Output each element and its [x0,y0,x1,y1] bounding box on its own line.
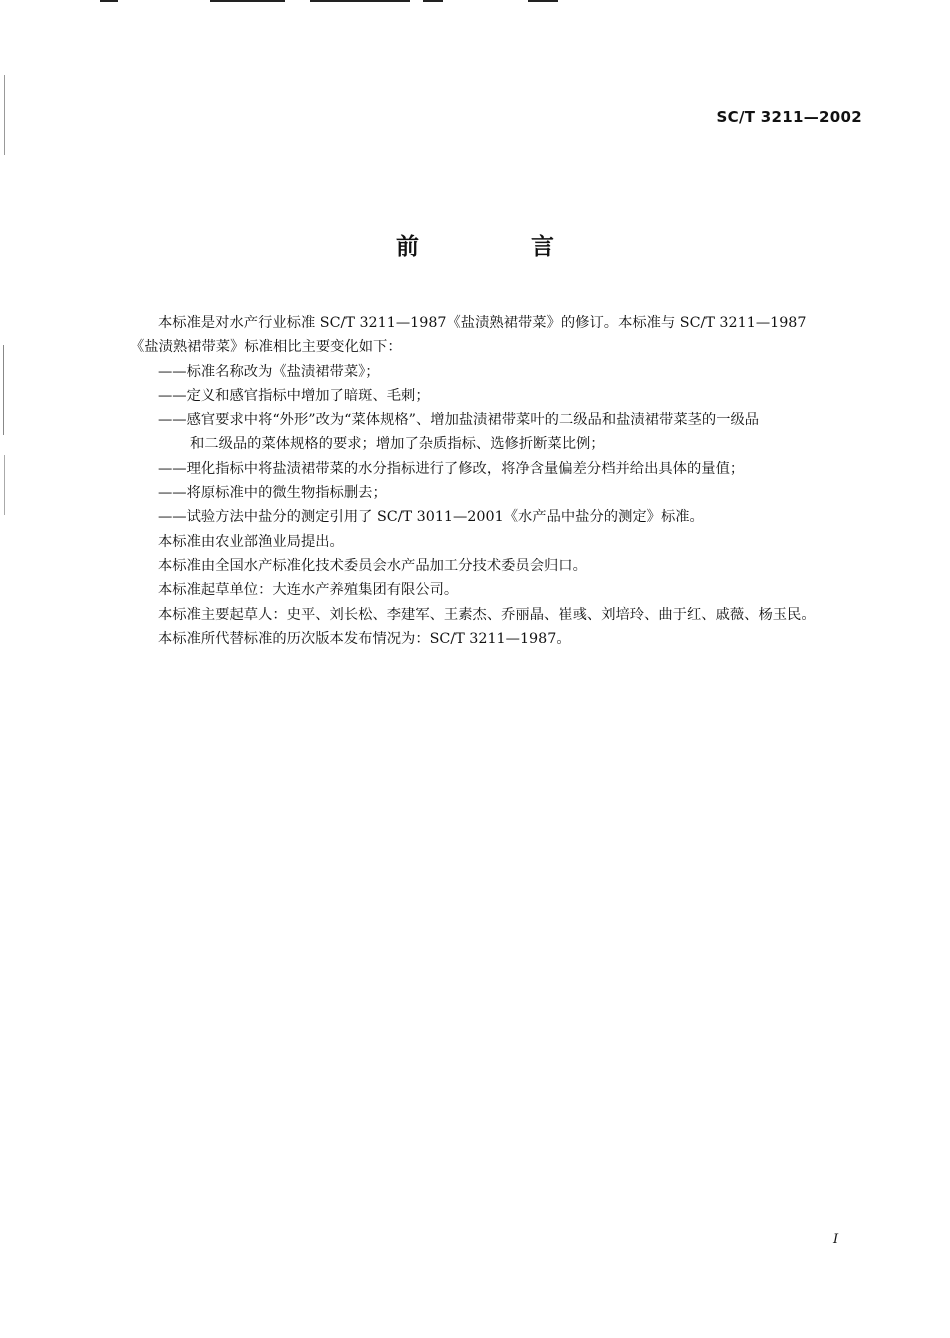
centralized-paragraph: 本标准由全国水产标准化技术委员会水产品加工分技术委员会归口。 [158,557,587,574]
scan-artifact-left-1 [4,75,5,155]
intro-paragraph-line-1: 本标准是对水产行业标准 SC/T 3211—1987《盐渍熟裙带菜》的修订。本标准与 SC/T 3211—1987 [158,315,807,331]
drafters-paragraph: 本标准主要起草人：史平、刘长松、李建军、王素杰、乔丽晶、崔彧、刘培玲、曲于红、戚薇、杨玉民。 [158,606,816,623]
scan-artifact-top-1 [100,0,118,2]
scan-artifact-top-5 [528,0,558,2]
change-item-2: ——定义和感官指标中增加了暗斑、毛刺； [158,387,430,404]
foreword-body [130,311,860,651]
standard-code: SC/T 3211—2002 [716,108,862,126]
proposer-paragraph: 本标准由农业部渔业局提出。 [158,533,344,550]
scan-artifact-top-3 [310,0,410,2]
change-item-6: ——试验方法中盐分的测定引用了 SC/T 3011—2001《水产品中盐分的测定》标准。 [158,509,704,526]
page-title: 前 言 [395,234,606,260]
change-item-3-line-1: ——感官要求中将“外形”改为“菜体规格”、增加盐渍裙带菜叶的二级品和盐渍裙带菜茎的一级品 [158,412,760,429]
scan-artifact-top-2 [210,0,285,2]
history-paragraph: 本标准所代替标准的历次版本发布情况为：SC/T 3211—1987。 [158,630,571,647]
change-item-3-line-2 [130,432,860,456]
scan-artifact-top-4 [423,0,443,2]
change-item-5: ——将原标准中的微生物指标删去； [158,485,387,502]
change-item-1: ——标准名称改为《盐渍裙带菜》； [158,363,380,380]
intro-paragraph-line-2: 《盐渍熟裙带菜》标准相比主要变化如下： [130,339,402,356]
change-item-4: ——理化指标中将盐渍裙带菜的水分指标进行了修改，将净含量偏差分档并给出具体的量值； [158,460,745,477]
change-item-3-continuation: 和二级品的菜体规格的要求；增加了杂质指标、选修折断菜比例； [190,436,605,453]
drafting-unit-paragraph: 本标准起草单位：大连水产养殖集团有限公司。 [158,582,459,599]
scan-artifact-left-3 [4,455,5,515]
page-number: I [833,1232,839,1247]
scan-artifact-left-2 [3,345,4,435]
